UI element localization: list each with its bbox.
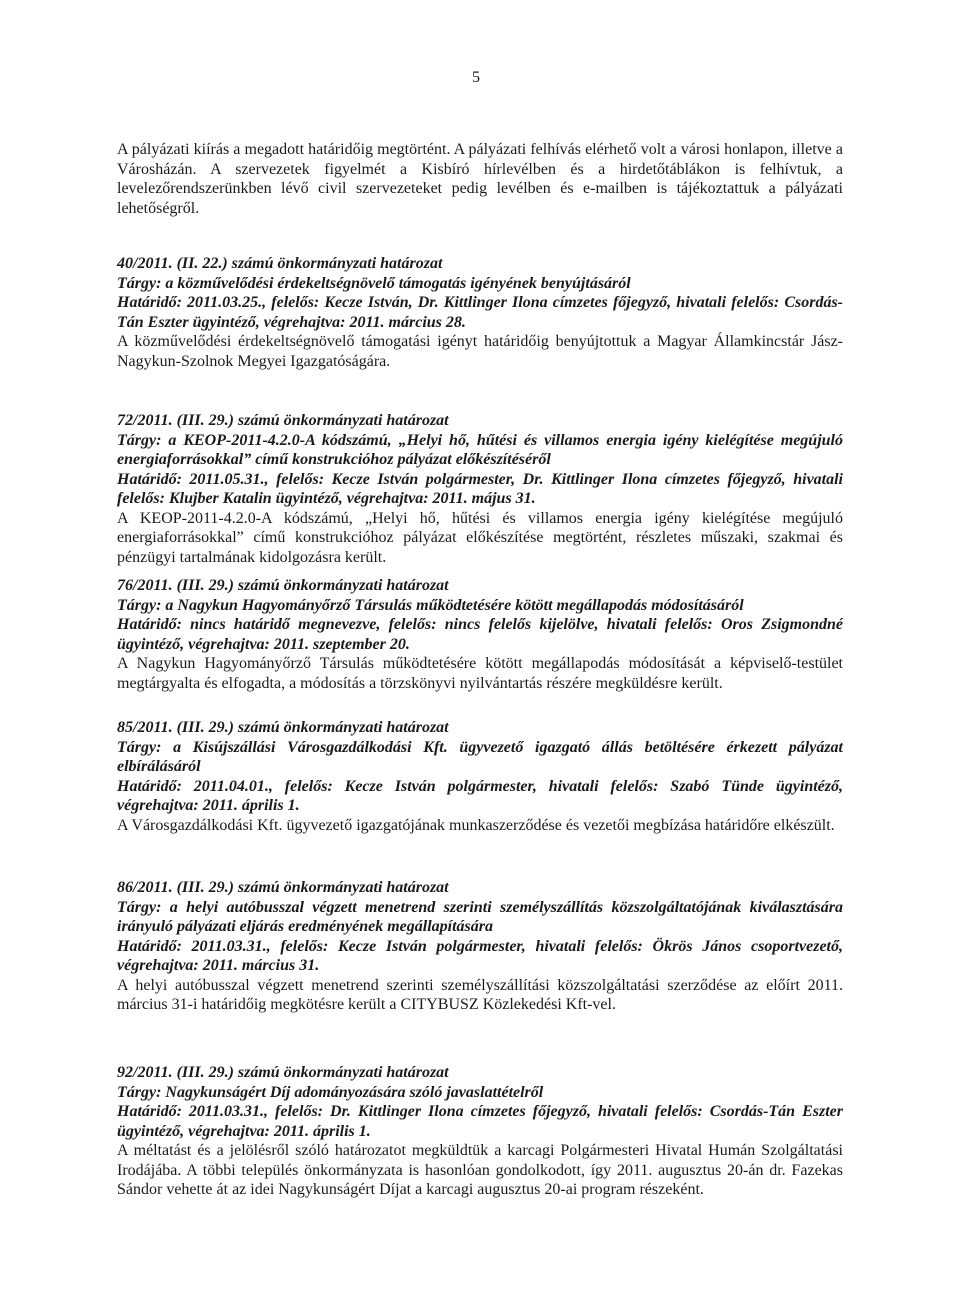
resolution-deadline: Határidő: 2011.03.31., felelős: Kecze István polgármester, hivatali felelős: Ökrös János csoportvezető, végrehajtva: 2011. március 31. [117, 937, 843, 974]
resolution-subject: Tárgy: a Nagykun Hagyományőrző Társulás működtetésére kötött megállapodás módosításáról [117, 596, 744, 614]
resolution-heading: 76/2011. (III. 29.) számú önkormányzati határozat [117, 577, 449, 594]
resolution-subject: Tárgy: Nagykunságért Díj adományozására szóló javaslattételről [117, 1083, 544, 1101]
resolution-heading: 40/2011. (II. 22.) számú önkormányzati határozat [117, 255, 443, 272]
resolution-deadline: Határidő: nincs határidő megnevezve, felelős: nincs felelős kijelölve, hivatali felelős: Oros Zsigmondné ügyintéző, végrehajtva: 2011. szeptember 20. [117, 616, 843, 653]
resolution-deadline: Határidő: 2011.04.01., felelős: Kecze István polgármester, hivatali felelős: Szabó Tünde ügyintéző, végrehajtva: 2011. április 1. [117, 777, 843, 814]
resolution-deadline: Határidő: 2011.03.31., felelős: Dr. Kittlinger Ilona címzetes főjegyző, hivatali felelős: Csordás-Tán Eszter ügyintéző, végrehajtva: 2011. április 1. [117, 1103, 843, 1140]
resolution-subject: Tárgy: a Kisújszállási Városgazdálkodási Kft. ügyvezető igazgató állás betöltésére érkezett pályázat elbírálásáról [117, 738, 843, 775]
resolution-text: A KEOP-2011-4.2.0-A kódszámú, „Helyi hő, hűtési és villamos energia igény kielégítése megújuló energiaforrásokkal” című konstrukcióhoz pályázat előkészítése megtörtént, részletes műszaki, szakmai és pénzügyi tartalmának kidolgozásra került. [117, 509, 843, 566]
resolution-heading: 85/2011. (III. 29.) számú önkormányzati határozat [117, 719, 449, 736]
resolution-subject: Tárgy: a helyi autóbusszal végzett menetrend szerinti személyszállítás közszolgáltatójának kiválasztására irányuló pályázati eljárás eredményének megállapítására [117, 898, 843, 935]
resolution-section [117, 878, 843, 1015]
resolution-section [117, 1063, 843, 1200]
resolution-section [117, 254, 843, 371]
resolution-text: A Nagykun Hagyományőrző Társulás működtetésére kötött megállapodás módosítását a képviselő-testület megtárgyalta és elfogadta, a módosítás a törzskönyvi nyilvántartás részére megküldésre került. [117, 655, 843, 692]
resolution-section [117, 718, 843, 835]
resolution-heading: 72/2011. (III. 29.) számú önkormányzati határozat [117, 412, 449, 429]
resolution-heading: 92/2011. (III. 29.) számú önkormányzati határozat [117, 1064, 449, 1081]
resolution-text: A méltatást és a jelölésről szóló határozatot megküldtük a karcagi Polgármesteri Hivatal Humán Szolgáltatási Irodájába. A többi település önkormányzata is hasonlóan gondolkodott, így 2011. augusztus 20-án dr. Fazekas Sándor vehette át az idei Nagykunságért Díjat a karcagi augusztus 20-ai program részeként. [117, 1142, 843, 1198]
resolution-subject: Tárgy: a közművelődési érdekeltségnövelő támogatás igényének benyújtásáról [117, 274, 631, 292]
resolution-subject: Tárgy: a KEOP-2011-4.2.0-A kódszámú, „Helyi hő, hűtési és villamos energia igény kielégítése megújuló energiaforrásokkal” című konstrukcióhoz pályázat előkészítéséről [117, 431, 843, 468]
resolution-text: A helyi autóbusszal végzett menetrend szerinti személyszállítási közszolgáltatási szerződése az előírt 2011. március 31-i határidőig megkötésre került a CITYBUSZ Közlekedési Kft-vel. [117, 976, 843, 1013]
page-number: 5 [472, 69, 480, 86]
resolution-section [117, 411, 843, 567]
intro-paragraph: A pályázati kiírás a megadott határidőig megtörtént. A pályázati felhívás elérhető volt a városi honlapon, illetve a Városházán. A szervezetek figyelmét a Kisbíró hírlevélben és a hirdetőtáblákon is felhívtuk, a levelezőrendszerünkben lévő civil szervezeteket pedig levélben és e-mailben is tájékoztattuk a pályázati lehetőségről. [117, 141, 843, 217]
resolution-text: A közművelődési érdekeltségnövelő támogatási igényt határidőig benyújtottuk a Magyar Államkincstár Jász-Nagykun-Szolnok Megyei Igazgatóságára. [117, 333, 843, 370]
resolution-deadline: Határidő: 2011.03.25., felelős: Kecze István, Dr. Kittlinger Ilona címzetes főjegyző, hivatali felelős: Csordás-Tán Eszter ügyintéző, végrehajtva: 2011. március 28. [117, 294, 843, 331]
resolution-heading: 86/2011. (III. 29.) számú önkormányzati határozat [117, 879, 449, 896]
resolution-deadline: Határidő: 2011.05.31., felelős: Kecze István polgármester, Dr. Kittlinger Ilona címzetes főjegyző, hivatali felelős: Klujber Katalin ügyintéző, végrehajtva: 2011. május 31. [117, 470, 843, 507]
resolution-section [117, 576, 843, 693]
resolution-text: A Városgazdálkodási Kft. ügyvezető igazgatójának munkaszerződése és vezetői megbízása határidőre elkészült. [117, 816, 835, 834]
